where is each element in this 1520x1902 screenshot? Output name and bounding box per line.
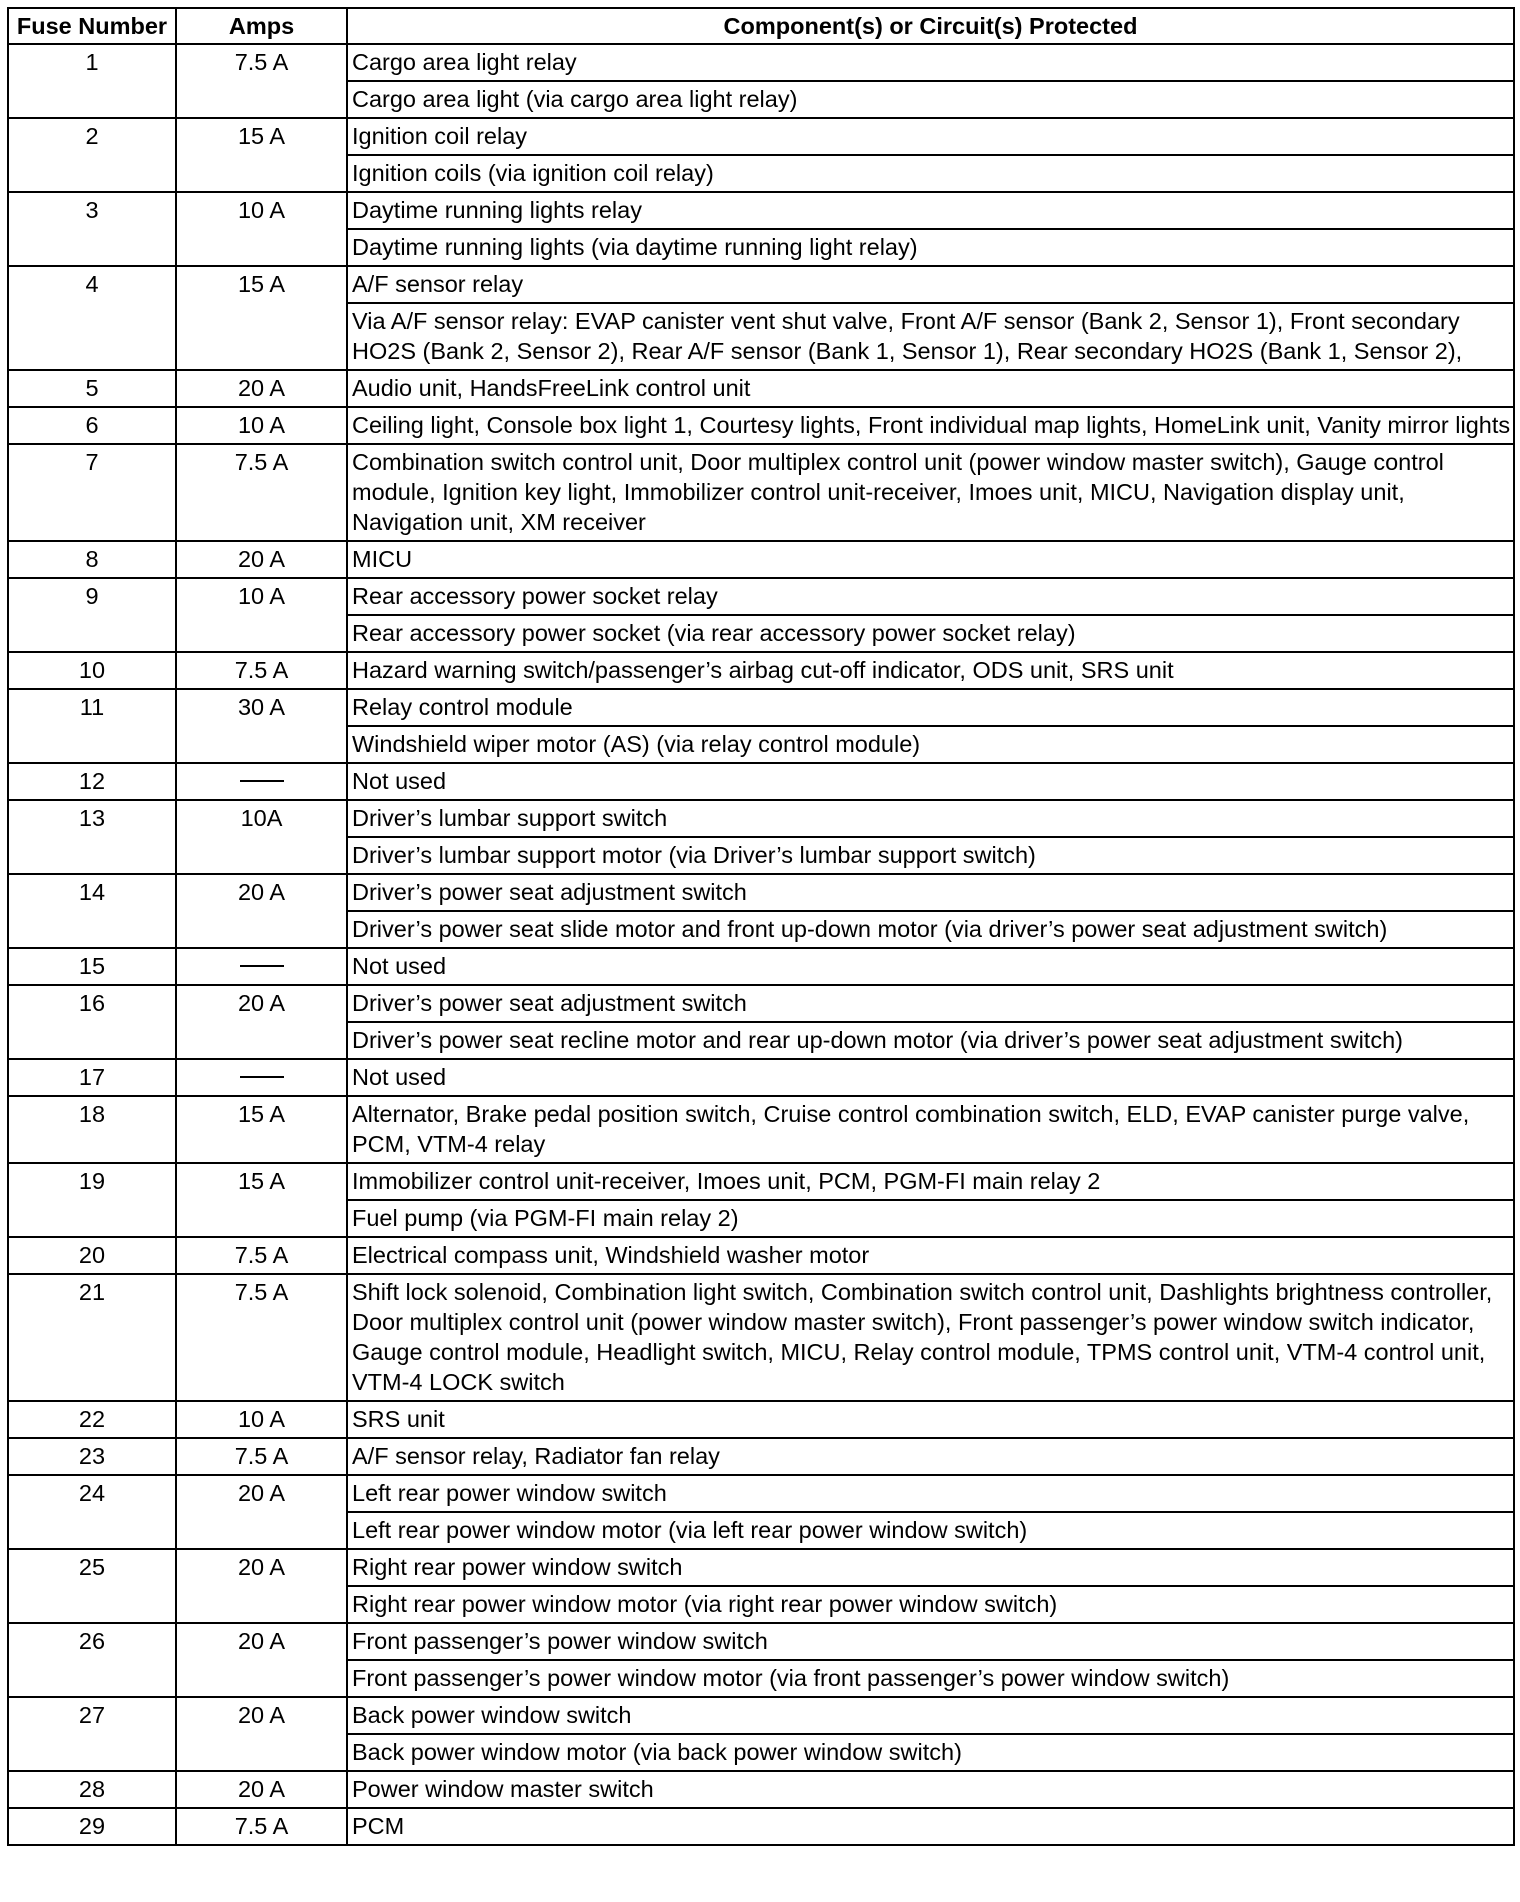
fuse-circuit: Rear accessory power socket relay (347, 578, 1514, 615)
fuse-row (8, 948, 1514, 985)
fuse-number: 12 (8, 763, 176, 800)
fuse-circuit: Electrical compass unit, Windshield washer motor (347, 1237, 1514, 1274)
fuse-row (8, 541, 1514, 578)
fuse-circuit: Daytime running lights (via daytime running light relay) (347, 229, 1514, 266)
fuse-row (8, 800, 1514, 837)
fuse-amps: 15 A (176, 1163, 347, 1237)
fuse-number: 7 (8, 444, 176, 541)
fuse-amps: 10A (176, 800, 347, 874)
fuse-circuit: Hazard warning switch/passenger’s airbag cut-off indicator, ODS unit, SRS unit (347, 652, 1514, 689)
fuse-amps: 7.5 A (176, 1808, 347, 1845)
fuse-circuit: Back power window switch (347, 1697, 1514, 1734)
fuse-row (8, 1163, 1514, 1200)
fuse-circuit: Ignition coils (via ignition coil relay) (347, 155, 1514, 192)
fuse-circuit: Fuel pump (via PGM-FI main relay 2) (347, 1200, 1514, 1237)
fuse-number: 10 (8, 652, 176, 689)
fuse-row (8, 266, 1514, 303)
fuse-row (8, 1623, 1514, 1660)
fuse-number: 27 (8, 1697, 176, 1771)
fuse-row (8, 578, 1514, 615)
fuse-circuit: Ceiling light, Console box light 1, Courtesy lights, Front individual map lights, HomeLink unit, Vanity mirror lights (347, 407, 1514, 444)
fuse-circuit: Cargo area light (via cargo area light relay) (347, 81, 1514, 118)
fuse-circuit: Daytime running lights relay (347, 192, 1514, 229)
fuse-number: 4 (8, 266, 176, 370)
fuse-circuit: Relay control module (347, 689, 1514, 726)
fuse-amps: 20 A (176, 985, 347, 1059)
fuse-number: 19 (8, 1163, 176, 1237)
fuse-amps: 7.5 A (176, 44, 347, 118)
fuse-number: 28 (8, 1771, 176, 1808)
fuse-amps: 15 A (176, 118, 347, 192)
fuse-amps: 7.5 A (176, 1237, 347, 1274)
fuse-circuit: Right rear power window switch (347, 1549, 1514, 1586)
fuse-circuit: Driver’s lumbar support switch (347, 800, 1514, 837)
fuse-amps: 10 A (176, 578, 347, 652)
fuse-number: 15 (8, 948, 176, 985)
fuse-row (8, 1697, 1514, 1734)
fuse-amps: 10 A (176, 192, 347, 266)
fuse-circuit: Driver’s power seat slide motor and front up-down motor (via driver’s power seat adjustment switch) (347, 911, 1514, 948)
fuse-amps: 20 A (176, 370, 347, 407)
fuse-circuit: A/F sensor relay (347, 266, 1514, 303)
fuse-circuit: Driver’s power seat adjustment switch (347, 985, 1514, 1022)
empty-amps-dash (240, 780, 284, 782)
fuse-row (8, 407, 1514, 444)
fuse-circuit: Not used (347, 1059, 1514, 1096)
fuse-number: 26 (8, 1623, 176, 1697)
header-amps: Amps (176, 8, 347, 44)
fuse-circuit: Not used (347, 763, 1514, 800)
fuse-circuit: Audio unit, HandsFreeLink control unit (347, 370, 1514, 407)
fuse-amps-not-used (176, 948, 347, 985)
fuse-circuit: PCM (347, 1808, 1514, 1845)
fuse-circuit: Alternator, Brake pedal position switch, Cruise control combination switch, ELD, EVAP canister purge valve, PCM, VTM-4 relay (347, 1096, 1514, 1163)
fuse-row (8, 874, 1514, 911)
fuse-number: 21 (8, 1274, 176, 1401)
fuse-number: 29 (8, 1808, 176, 1845)
fuse-circuit: Immobilizer control unit-receiver, Imoes unit, PCM, PGM-FI main relay 2 (347, 1163, 1514, 1200)
fuse-row (8, 1771, 1514, 1808)
fuse-circuit: Windshield wiper motor (AS) (via relay control module) (347, 726, 1514, 763)
fuse-circuit: Left rear power window switch (347, 1475, 1514, 1512)
fuse-amps: 20 A (176, 1697, 347, 1771)
fuse-circuit: Shift lock solenoid, Combination light switch, Combination switch control unit, Dashlights brightness controller, Door multiplex control unit (power window master switch), Front passenger’s power window switch indicator, Gauge control module, Headlight switch, MICU, Relay control module, TPMS control unit, VTM-4 control unit, VTM-4 LOCK switch (347, 1274, 1514, 1401)
header-component: Component(s) or Circuit(s) Protected (347, 8, 1514, 44)
fuse-row (8, 1549, 1514, 1586)
fuse-amps: 10 A (176, 407, 347, 444)
fuse-row (8, 118, 1514, 155)
fuse-circuit: Driver’s power seat recline motor and rear up-down motor (via driver’s power seat adjustment switch) (347, 1022, 1514, 1059)
fuse-number: 8 (8, 541, 176, 578)
fuse-circuit: Front passenger’s power window motor (via front passenger’s power window switch) (347, 1660, 1514, 1697)
fuse-row (8, 1096, 1514, 1163)
fuse-amps: 7.5 A (176, 444, 347, 541)
fuse-amps: 15 A (176, 266, 347, 370)
fuse-row (8, 1438, 1514, 1475)
fuse-number: 22 (8, 1401, 176, 1438)
fuse-row (8, 985, 1514, 1022)
fuse-row (8, 44, 1514, 81)
fuse-number: 16 (8, 985, 176, 1059)
fuse-circuit: SRS unit (347, 1401, 1514, 1438)
fuse-row (8, 1808, 1514, 1845)
fuse-number: 11 (8, 689, 176, 763)
fuse-circuit: MICU (347, 541, 1514, 578)
fuse-row (8, 444, 1514, 541)
fuse-number: 2 (8, 118, 176, 192)
fuse-row (8, 192, 1514, 229)
fuse-amps: 20 A (176, 874, 347, 948)
fuse-number: 9 (8, 578, 176, 652)
fuse-circuit: Back power window motor (via back power window switch) (347, 1734, 1514, 1771)
fuse-row (8, 1274, 1514, 1401)
header-fuse-number: Fuse Number (8, 8, 176, 44)
fuse-number: 17 (8, 1059, 176, 1096)
fuse-circuit: Power window master switch (347, 1771, 1514, 1808)
fuse-number: 6 (8, 407, 176, 444)
fuse-row (8, 1401, 1514, 1438)
fuse-circuit: Via A/F sensor relay: EVAP canister vent shut valve, Front A/F sensor (Bank 2, Sensor 1), Front secondary HO2S (Bank 2, Sensor 2), Rear A/F sensor (Bank 1, Sensor 1), Rear secondary HO2S (Bank 1, Sensor 2), (347, 303, 1514, 370)
fuse-row (8, 652, 1514, 689)
fuse-row (8, 370, 1514, 407)
fuse-amps: 20 A (176, 541, 347, 578)
fuse-row (8, 1475, 1514, 1512)
fuse-row (8, 1059, 1514, 1096)
fuse-number: 1 (8, 44, 176, 118)
fuse-number: 5 (8, 370, 176, 407)
fuse-amps: 7.5 A (176, 1274, 347, 1401)
fuse-circuit: Ignition coil relay (347, 118, 1514, 155)
fuse-amps: 20 A (176, 1549, 347, 1623)
fuse-number: 14 (8, 874, 176, 948)
fuse-number: 18 (8, 1096, 176, 1163)
fuse-table (7, 7, 1515, 1846)
fuse-circuit: Not used (347, 948, 1514, 985)
fuse-row (8, 1237, 1514, 1274)
fuse-circuit: Driver’s power seat adjustment switch (347, 874, 1514, 911)
fuse-amps: 7.5 A (176, 652, 347, 689)
empty-amps-dash (240, 1076, 284, 1078)
fuse-circuit: A/F sensor relay, Radiator fan relay (347, 1438, 1514, 1475)
fuse-circuit: Rear accessory power socket (via rear accessory power socket relay) (347, 615, 1514, 652)
fuse-circuit: Cargo area light relay (347, 44, 1514, 81)
fuse-number: 13 (8, 800, 176, 874)
fuse-amps-not-used (176, 1059, 347, 1096)
fuse-circuit: Driver’s lumbar support motor (via Driver’s lumbar support switch) (347, 837, 1514, 874)
fuse-number: 24 (8, 1475, 176, 1549)
header-row (8, 8, 1514, 44)
fuse-amps: 20 A (176, 1623, 347, 1697)
fuse-circuit: Left rear power window motor (via left rear power window switch) (347, 1512, 1514, 1549)
fuse-circuit: Right rear power window motor (via right rear power window switch) (347, 1586, 1514, 1623)
fuse-row (8, 689, 1514, 726)
fuse-amps: 7.5 A (176, 1438, 347, 1475)
fuse-amps: 20 A (176, 1771, 347, 1808)
empty-amps-dash (240, 965, 284, 967)
fuse-amps: 30 A (176, 689, 347, 763)
fuse-number: 23 (8, 1438, 176, 1475)
fuse-number: 3 (8, 192, 176, 266)
fuse-number: 25 (8, 1549, 176, 1623)
fuse-amps-not-used (176, 763, 347, 800)
fuse-amps: 20 A (176, 1475, 347, 1549)
fuse-row (8, 763, 1514, 800)
fuse-circuit: Combination switch control unit, Door multiplex control unit (power window master switch), Gauge control module, Ignition key light, Immobilizer control unit-receiver, Imoes unit, MICU, Navigation display unit, Navigation unit, XM receiver (347, 444, 1514, 541)
fuse-circuit: Front passenger’s power window switch (347, 1623, 1514, 1660)
fuse-number: 20 (8, 1237, 176, 1274)
fuse-table-body (8, 44, 1514, 1845)
fuse-amps: 10 A (176, 1401, 347, 1438)
fuse-amps: 15 A (176, 1096, 347, 1163)
